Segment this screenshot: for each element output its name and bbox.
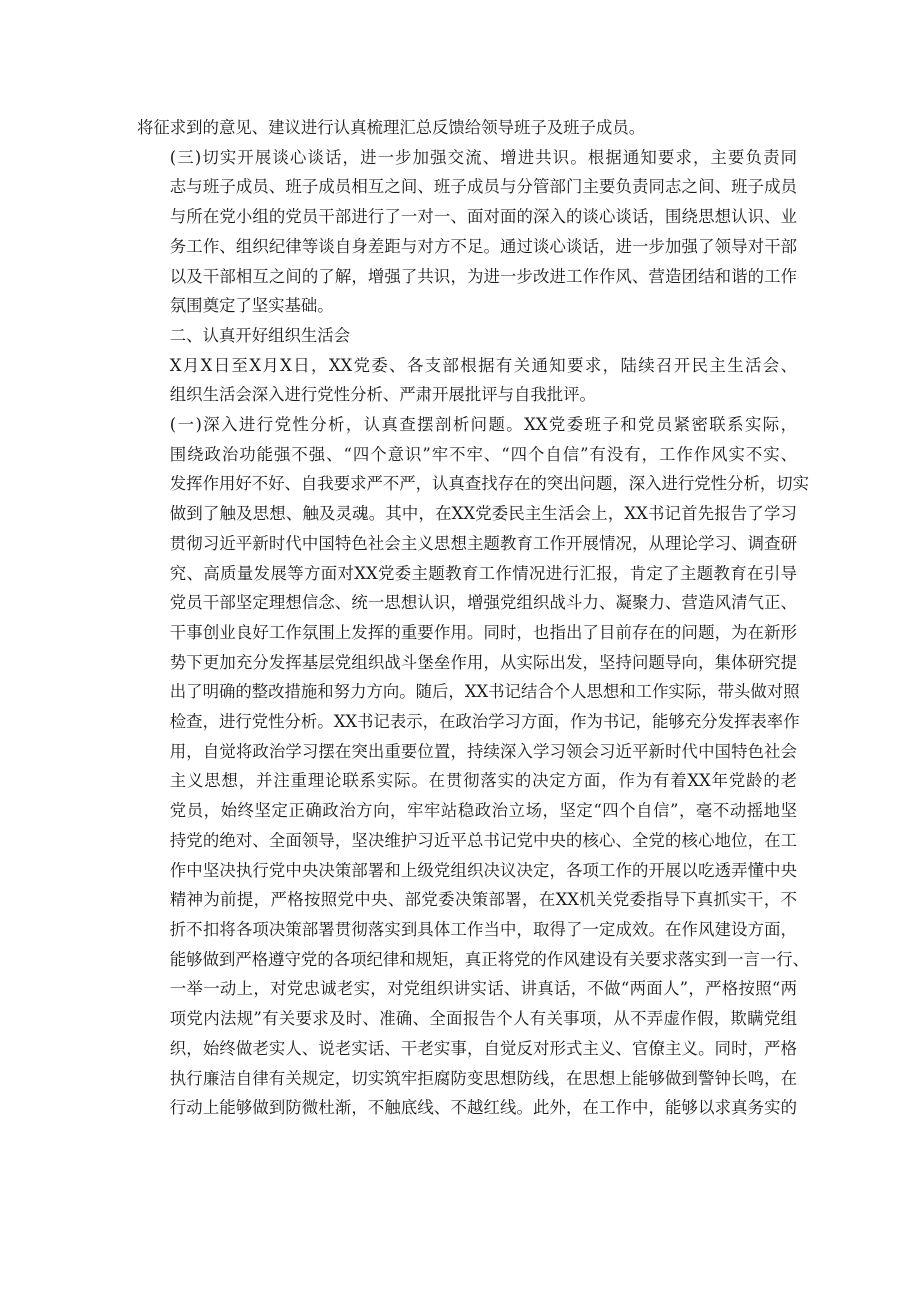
- text-line: 作中坚决执行党中央决策部署和上级党组织决议决定，各项工作的开展以吃透弄懂中央: [169, 860, 797, 880]
- text-line: 检查，进行党性分析。XX书记表示，在政治学习方面，作为书记，能够充分发挥表率作: [169, 712, 800, 732]
- text-line: 一举一动上，对党忠诚老实，对党组织讲实话、讲真话，不做“两面人”，严格按照“两: [169, 979, 797, 999]
- text-line: 以及干部相互之间的了解，增强了共识，为进一步改进工作作风、营造团结和谐的工作: [169, 266, 797, 286]
- text-line: 组织生活会深入进行党性分析、严肃开展批评与自我批评。: [169, 385, 596, 405]
- text-line: 将征求到的意见、建议进行认真梳理汇总反馈给领导班子及班子成员。: [137, 118, 646, 137]
- text-line: 究、高质量发展等方面对XX党委主题教育工作情况进行汇报，肯定了主题教育在引导: [169, 563, 797, 583]
- paragraph-p0: [137, 113, 797, 143]
- text-line: 二、认真开好组织生活会: [169, 325, 351, 345]
- text-line: 持党的绝对、全面领导，坚决维护习近平总书记党中央的核心、全党的核心地位，在工: [169, 830, 797, 850]
- text-line: 务工作、组织纪律等谈自身差距与对方不足。通过谈心谈话，进一步加强了领导对干部: [169, 236, 797, 256]
- text-line: 做到了触及思想、触及灵魂。其中，在XX党委民主生活会上，XX书记首先报告了学习: [169, 504, 797, 524]
- text-line: 党员，始终坚定正确政治方向，牢牢站稳政治立场，坚定“四个自信”，毫不动摇地坚: [169, 801, 797, 821]
- text-line: 干事创业良好工作氛围上发挥的重要作用。同时，也指出了目前存在的问题，为在新形: [169, 622, 797, 642]
- text-line: 用，自觉将政治学习摆在突出重要位置，持续深入学习领会习近平新时代中国特色社会: [169, 741, 797, 761]
- text-line: 贯彻习近平新时代中国特色社会主义思想主题教育工作开展情况，从理论学习、调查研: [169, 533, 797, 553]
- text-line: 志与班子成员、班子成员相互之间、班子成员与分管部门主要负责同志之间、班子成员: [169, 177, 797, 197]
- text-line: 精神为前提，严格按照党中央、部党委决策部署，在XX机关党委指导下真抓实干，不: [169, 890, 797, 910]
- paragraph-p4: [137, 410, 810, 1123]
- paragraph-p3: [137, 351, 797, 410]
- text-line: (三)切实开展谈心谈话，进一步加强交流、增进共识。根据通知要求，主要负责同: [169, 147, 797, 167]
- text-line: 折不扣将各项决策部署贯彻落实到具体工作当中，取得了一定成效。在作风建设方面，: [169, 919, 797, 939]
- text-line: 行动上能够做到防微杜渐，不触底线、不越红线。此外，在工作中，能够以求真务实的: [169, 1098, 797, 1118]
- text-line: 项党内法规”有关要求及时、准确、全面报告个人有关事项，从不弄虚作假，欺瞒党组: [169, 1009, 797, 1029]
- paragraph-p2: [137, 321, 797, 351]
- paragraph-p1: [137, 143, 797, 321]
- text-line: 织，始终做老实人、说老实话、干老实事，自觉反对形式主义、官僚主义。同时，严格: [169, 1038, 797, 1058]
- document-body: [137, 113, 810, 1123]
- text-line: 围绕政治功能强不强、“四个意识”牢不牢、“四个自信”有没有，工作作风实不实、: [169, 444, 797, 464]
- text-line: 能够做到严格遵守党的各项纪律和规矩，真正将党的作风建设有关要求落实到一言一行、: [169, 949, 810, 969]
- text-line: (一)深入进行党性分析，认真查摆剖析问题。XX党委班子和党员紧密联系实际，: [169, 415, 797, 435]
- text-line: 发挥作用好不好、自我要求严不严，认真查找存在的突出问题，深入进行党性分析，切实: [169, 474, 810, 494]
- text-line: 党员干部坚定理想信念、统一思想认识，增强党组织战斗力、凝聚力、营造风清气正、: [169, 593, 797, 613]
- text-line: X月X日至X月X日，XX党委、各支部根据有关通知要求，陆续召开民主生活会、: [169, 355, 797, 375]
- text-line: 与所在党小组的党员干部进行了一对一、面对面的深入的谈心谈话，围绕思想认识、业: [169, 207, 797, 227]
- text-line: 主义思想，并注重理论联系实际。在贯彻落实的决定方面，作为有着XX年党龄的老: [169, 771, 797, 791]
- text-line: 势下更加充分发挥基层党组织战斗堡垒作用，从实际出发，坚持问题导向，集体研究提: [169, 652, 797, 672]
- text-line: 执行廉洁自律有关规定，切实筑牢拒腐防变思想防线，在思想上能够做到警钟长鸣，在: [169, 1068, 797, 1088]
- text-line: 氛围奠定了坚实基础。: [169, 296, 334, 316]
- text-line: 出了明确的整改措施和努力方向。随后，XX书记结合个人思想和工作实际，带头做对照: [169, 682, 800, 702]
